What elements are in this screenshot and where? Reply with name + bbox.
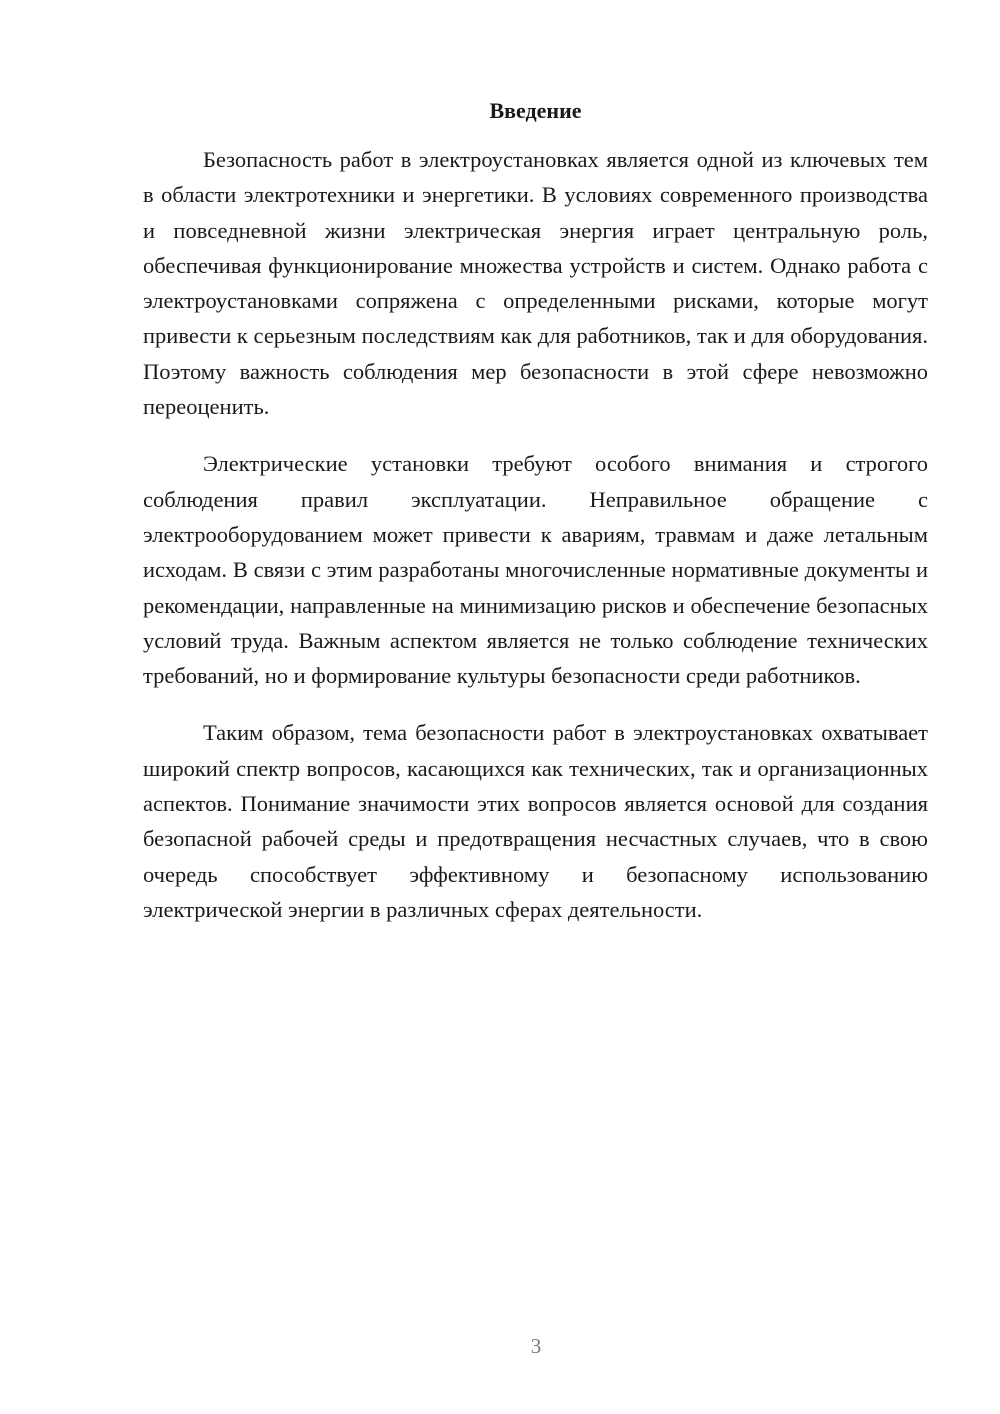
document-body: [143, 142, 928, 949]
paragraph-3: Таким образом, тема безопасности работ в электроустановках охватывает широкий спектр вопросов, касающихся как технических, так и организационных аспектов. Понимание значимости этих вопросов является основой для создания безопасной рабочей среды и предотвращения несчастных случаев, что в свою очередь способствует эффективному и безопасному использованию электрической энергии в различных сферах деятельности.: [143, 720, 928, 922]
page-number: 3: [530, 1334, 542, 1358]
paragraph-1: Безопасность работ в электроустановках является одной из ключевых тем в области электротехники и энергетики. В условиях современного производства и повседневной жизни электрическая энергия играет центральную роль, обеспечивая функционирование множества устройств и систем. Однако работа с электроустановками сопряжена с определенными рисками, которые могут привести к серьезным последствиям как для работников, так и для оборудования. Поэтому важность соблюдения мер безопасности в этой сфере невозможно переоценить.: [143, 147, 928, 420]
page-title: Введение: [489, 98, 582, 123]
paragraph-2: Электрические установки требуют особого внимания и строгого соблюдения правил эксплуатации. Неправильное обращение с электрооборудованием может привести к авариям, травмам и даже летальным исходам. В связи с этим разработаны многочисленные нормативные документы и рекомендации, направленные на минимизацию рисков и обеспечение безопасных условий труда. Важным аспектом является не только соблюдение технических требований, но и формирование культуры безопасности среди работников.: [143, 451, 928, 689]
